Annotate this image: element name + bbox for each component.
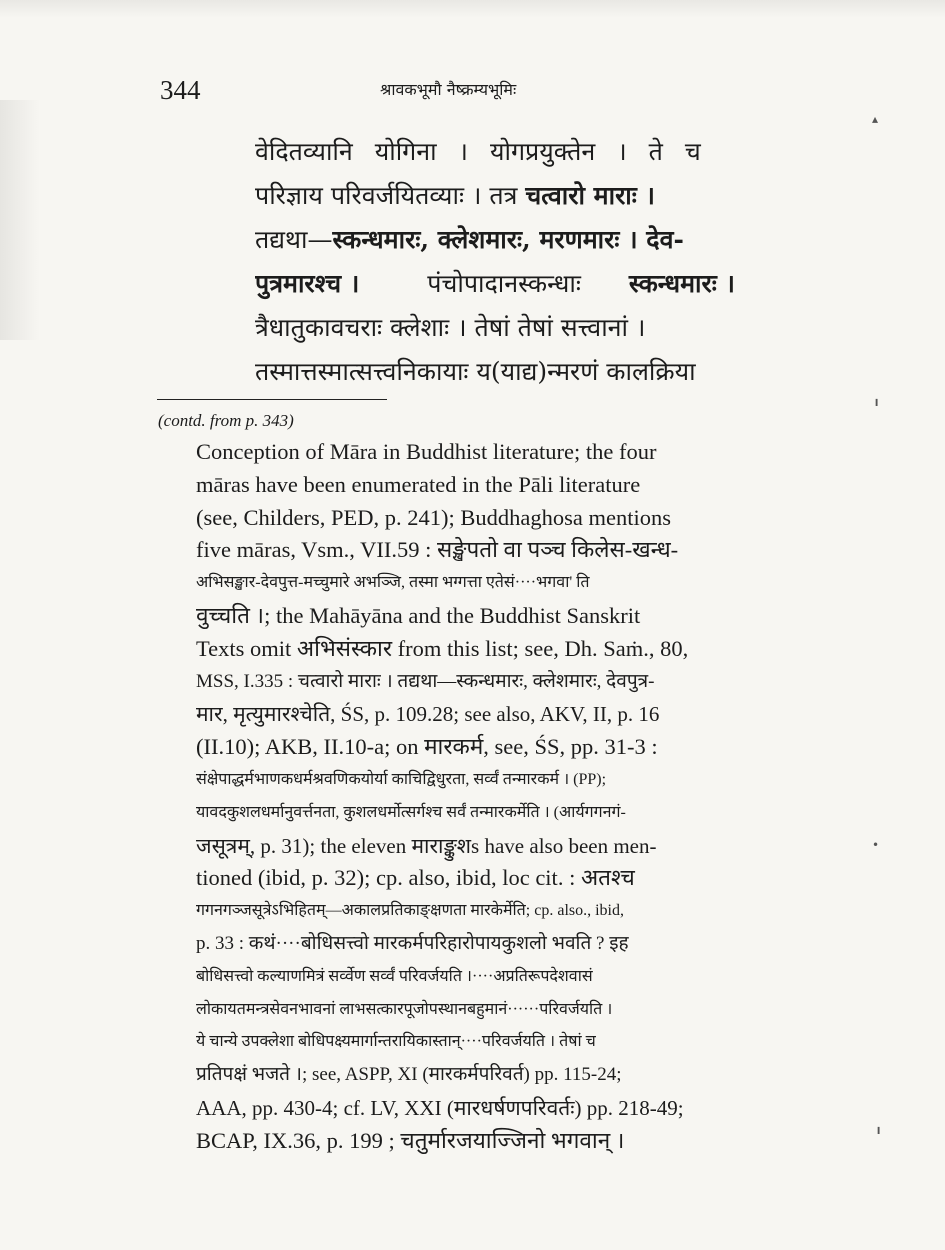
- footnote-line: वुच्चति ।; the Mahāyāna and the Buddhist Sanskrit: [196, 602, 641, 628]
- footnote-line: प्रतिपक्षं भजते ।; see, ASPP, XI (मारकर्मपरिवर्त) pp. 115-24;: [196, 1064, 622, 1086]
- scan-speck: ╻: [873, 392, 881, 406]
- footnote-line: AAA, pp. 430-4; cf. LV, XXI (मारधर्षणपरिवर्तः) pp. 218-49;: [196, 1095, 684, 1120]
- page-number: 344: [160, 75, 201, 105]
- scan-speck: ╻: [875, 1120, 883, 1134]
- bold-term: स्कन्धमारः, क्लेशमारः, मरणमारः । देव-: [332, 225, 684, 254]
- footnote-line: BCAP, IX.36, p. 199 ; चतुर्मारजयाज्जिनो भगवान् ।: [196, 1127, 625, 1153]
- bold-term: चत्वारो माराः ।: [525, 181, 656, 210]
- sanskrit-line: तद्यथा—स्कन्धमारः, क्लेशमारः, मरणमारः । देव-: [255, 225, 684, 254]
- footnote-line: मार, मृत्युमारश्चेति, ŚS, p. 109.28; see also, AKV, II, p. 16: [196, 702, 660, 727]
- scan-top-edge: [0, 0, 945, 18]
- footnote-continuation-label: (contd. from p. 343): [158, 411, 294, 430]
- running-title: श्रावकभूमौ नैष्क्रम्यभूमिः: [380, 80, 517, 99]
- footnote-line: p. 33 : कथं····बोधिसत्त्वो मारकर्मपरिहारोपायकुशलो भवति ? इह: [196, 932, 629, 954]
- footnote-line: MSS, I.335 : चत्वारो माराः । तद्यथा—स्कन्धमारः, क्लेशमारः, देवपुत्र-: [196, 670, 655, 692]
- sanskrit-line: वेदितव्यानि योगिना । योगप्रयुक्तेन । ते च: [255, 137, 701, 166]
- footnote-line: five māras, Vsm., VII.59 : सङ्खेपतो वा पञ्च किलेस-खन्ध-: [196, 537, 679, 563]
- footnote-line: लोकायतमन्त्रसेवनभावनां लाभसत्कारपूजोपस्थानबहुमानं······परिवर्जयति ।: [196, 1000, 613, 1018]
- footnote-divider: [157, 399, 387, 400]
- footnote-line: संक्षेपाद्धर्मभाणकधर्मश्रवणिकयोर्या काचिद्विधुरता, सर्व्वं तन्मारकर्म । (PP);: [196, 770, 607, 788]
- sanskrit-text-block: [255, 130, 765, 394]
- sanskrit-line: त्रैधातुकावचराः क्लेशाः । तेषां तेषां सत्त्वानां ।: [255, 313, 646, 342]
- footnote-line: अभिसङ्खार-देवपुत्त-मच्चुमारे अभञ्जि, तस्मा भग्गत्ता एतेसं····भगवा' ति: [196, 574, 590, 592]
- scan-speck: ▴: [872, 112, 879, 126]
- footnote-line: māras have been enumerated in the Pāli literature: [196, 471, 641, 497]
- footnote-line: Conception of Māra in Buddhist literature; the four: [196, 439, 657, 464]
- footnote-line: (II.10); AKB, II.10-a; on मारकर्म, see, ŚS, pp. 31-3 :: [196, 734, 658, 760]
- footnote-line: यावदकुशलधर्मानुवर्त्तनता, कुशलधर्मोत्सर्गश्च सर्वं तन्मारकर्मेति । (आर्यगगनगं-: [196, 803, 626, 821]
- bold-term: स्कन्धमारः ।: [628, 269, 735, 298]
- footnote-line: बोधिसत्त्वो कल्याणमित्रं सर्व्वेण सर्व्वं परिवर्जयति ।····अप्रतिरूपदेशवासं: [196, 967, 593, 985]
- sanskrit-line: परिज्ञाय परिवर्जयितव्याः । तत्र चत्वारो माराः ।: [255, 181, 656, 210]
- scan-speck: •: [872, 838, 880, 852]
- footnote-line: (see, Childers, PED, p. 241); Buddhaghosa mentions: [196, 504, 671, 530]
- footnote-line: ये चान्ये उपक्लेशा बोधिपक्ष्यमार्गान्तरायिकास्तान्····परिवर्जयति । तेषां च: [196, 1033, 596, 1051]
- footnote-line: जसूत्रम्, p. 31); the eleven माराङ्कुशs have also been men-: [196, 833, 657, 858]
- footnote-line: गगनगञ्जसूत्रेऽभिहितम्—अकालप्रतिकाङ्क्षणता मारकेर्मेति; cp. also., ibid,: [196, 902, 625, 920]
- page-header: [160, 72, 760, 108]
- bold-term: पुत्रमारश्च ।: [255, 269, 360, 298]
- footnote-line: Texts omit अभिसंस्कार from this list; see, Dh. Saṁ., 80,: [196, 635, 689, 661]
- sanskrit-line: पुत्रमारश्च । पंचोपादानस्कन्धाः स्कन्धमारः ।: [255, 269, 735, 298]
- scan-left-shadow: [0, 100, 40, 340]
- sanskrit-line: तस्मात्तस्मात्सत्त्वनिकायाः य(याद्य)न्मरणं कालक्रिया: [255, 357, 696, 386]
- footnote-text-block: [196, 436, 766, 1158]
- footnote-line: tioned (ibid, p. 32); cp. also, ibid, loc cit. : अतश्च: [196, 865, 635, 891]
